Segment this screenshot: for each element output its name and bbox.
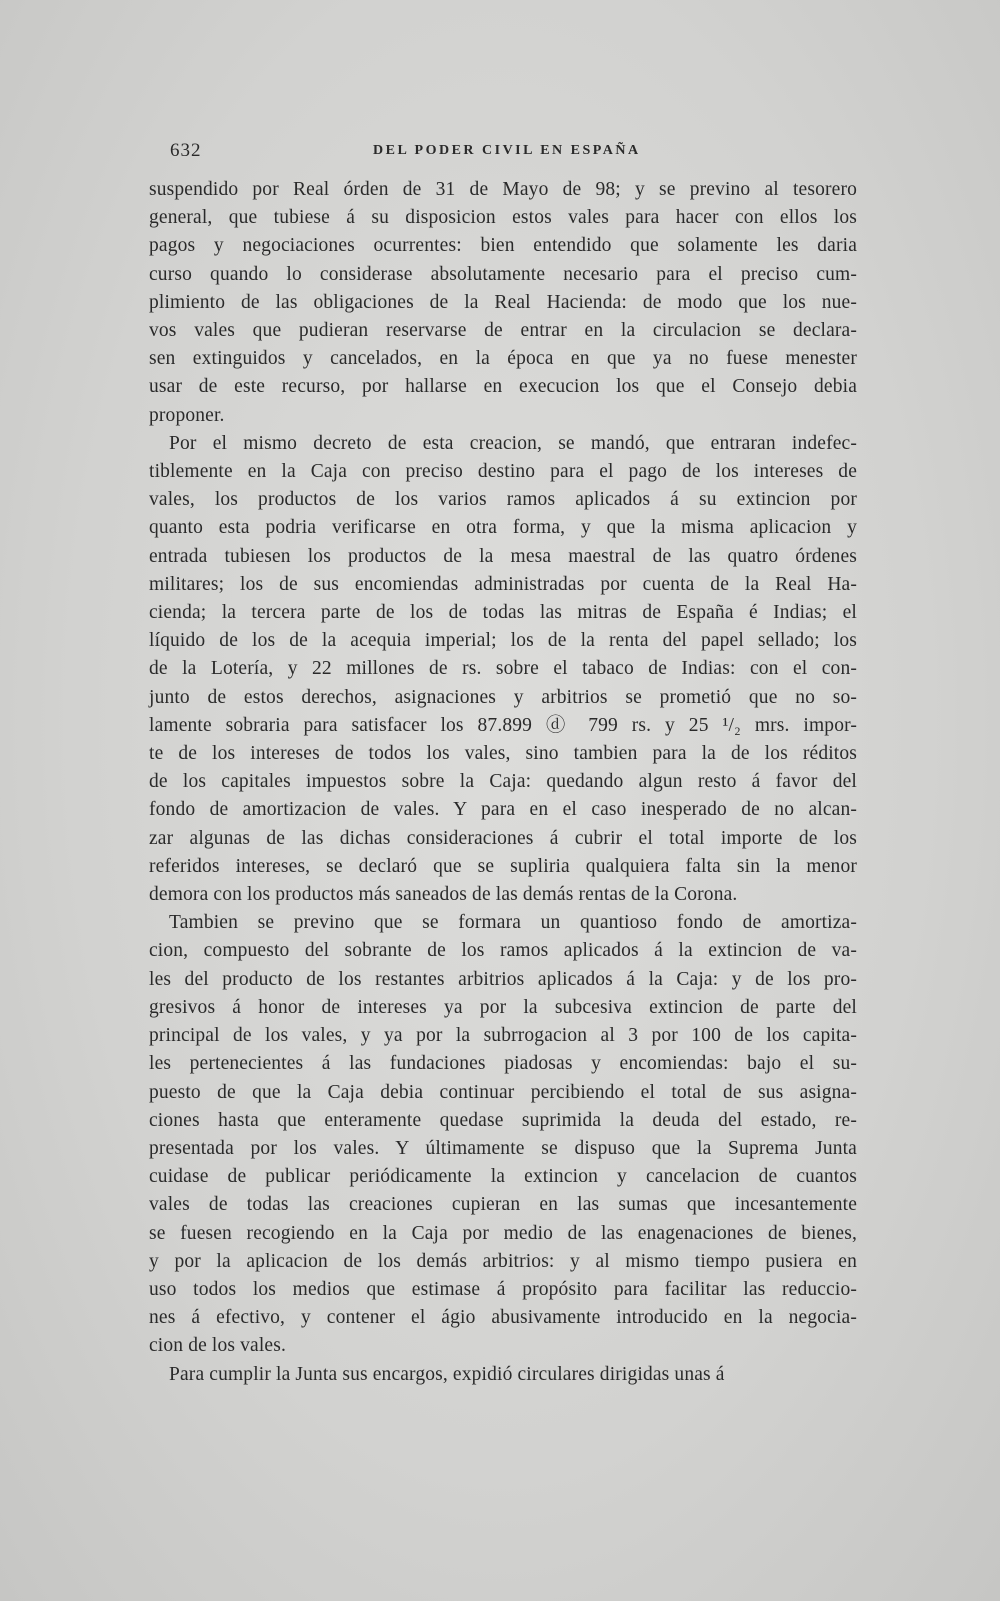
text-line: proponer. [149, 404, 225, 426]
text-line: ciones hasta que enteramente quedase suprimida la deuda del estado, re- [149, 1109, 857, 1131]
text-line: uso todos los medios que estimase á propósito para facilitar las reduccio- [149, 1278, 857, 1300]
page-header [168, 140, 843, 170]
text-line: lamente sobraria para satisfacer los 87.899 ⓓ 799 rs. y 25 ¹/₂ mrs. impor- [149, 714, 857, 736]
text-line: pagos y negociaciones ocurrentes: bien entendido que solamente les daria [149, 235, 857, 257]
text-line: curso quando lo considerase absolutamente necesario para el preciso cum- [149, 263, 857, 285]
paragraph [149, 430, 857, 909]
text-line: cion de los vales. [149, 1335, 287, 1357]
text-line: cion, compuesto del sobrante de los ramos aplicados á la extincion de va- [149, 940, 857, 962]
running-head: DEL PODER CIVIL EN ESPAÑA [373, 143, 641, 158]
text-line: usar de este recurso, por hallarse en execucion los que el Consejo debia [149, 376, 857, 398]
text-line: vos vales que pudieran reservarse de entrar en la circulacion se declara- [149, 320, 857, 342]
text-line: se fuesen recogiendo en la Caja por medio de las enagenaciones de bienes, [149, 1222, 857, 1244]
text-line: presentada por los vales. Y últimamente se dispuso que la Suprema Junta [149, 1137, 857, 1159]
text-line: suspendido por Real órden de 31 de Mayo de 98; y se previno al tesorero [149, 179, 857, 200]
text-line: principal de los vales, y ya por la subrrogacion al 3 por 100 de los capita- [149, 1025, 857, 1047]
text-line: Tambien se previno que se formara un quantioso fondo de amortiza- [169, 912, 857, 934]
text-line: les del producto de los restantes arbitrios aplicados á la Caja: y de los pro- [149, 968, 857, 990]
text-line: junto de estos derechos, asignaciones y arbitrios se prometió que no so- [149, 686, 857, 708]
text-line: referidos intereses, se declaró que se supliria qualquiera falta sin la menor [149, 855, 857, 877]
text-line: te de los intereses de todos los vales, sino tambien para la de los réditos [149, 743, 857, 765]
text-line: vales, los productos de los varios ramos aplicados á su extincion por [149, 489, 857, 511]
text-line: militares; los de sus encomiendas administradas por cuenta de la Real Ha- [149, 573, 857, 595]
text-line: plimiento de las obligaciones de la Real Hacienda: de modo que los nue- [149, 291, 857, 313]
text-line: vales de todas las creaciones cupieran en las sumas que incesantemente [149, 1194, 857, 1216]
text-line: tiblemente en la Caja con preciso destino para el pago de los intereses de [149, 461, 857, 483]
text-line: gresivos á honor de intereses ya por la subcesiva extincion de parte del [149, 996, 857, 1018]
text-line: les pertenecientes á las fundaciones piadosas y encomiendas: bajo el su- [149, 1053, 857, 1075]
body-text [149, 176, 857, 1389]
text-line: fondo de amortizacion de vales. Y para en el caso inesperado de no alcan- [149, 799, 857, 821]
paragraph [149, 909, 857, 1360]
text-line: general, que tubiese á su disposicion estos vales para hacer con ellos los [149, 207, 857, 229]
page-number: 632 [170, 140, 202, 161]
text-line: nes á efectivo, y contener el ágio abusivamente introducido en la negocia- [149, 1307, 857, 1329]
text-line: puesto de que la Caja debia continuar percibiendo el total de sus asigna- [149, 1081, 857, 1103]
text-line: Por el mismo decreto de esta creacion, se mandó, que entraran indefec- [169, 432, 857, 454]
text-line: de los capitales impuestos sobre la Caja: quedando algun resto á favor del [149, 771, 857, 793]
text-line: cienda; la tercera parte de los de todas las mitras de España é Indias; el [149, 602, 857, 624]
text-line: y por la aplicacion de los demás arbitrios: y al mismo tiempo pusiera en [149, 1250, 857, 1272]
paragraph [149, 176, 857, 430]
text-line: Para cumplir la Junta sus encargos, expidió circulares dirigidas unas á [169, 1363, 725, 1385]
text-line: zar algunas de las dichas consideraciones á cubrir el total importe de los [149, 827, 857, 849]
text-line: cuidase de publicar periódicamente la extincion y cancelacion de cuantos [149, 1166, 857, 1188]
text-line: entrada tubiesen los productos de la mesa maestral de las quatro órdenes [149, 545, 857, 567]
text-line: sen extinguidos y cancelados, en la época en que ya no fuese menester [149, 348, 857, 370]
text-line: quanto esta podria verificarse en otra forma, y que la misma aplicacion y [149, 517, 857, 539]
text-line: de la Lotería, y 22 millones de rs. sobre el tabaco de Indias: con el con- [149, 658, 857, 680]
text-line: líquido de los de la acequia imperial; los de la renta del papel sellado; los [149, 630, 857, 652]
paragraph [149, 1361, 857, 1389]
text-line: demora con los productos más saneados de las demás rentas de la Corona. [149, 884, 738, 906]
